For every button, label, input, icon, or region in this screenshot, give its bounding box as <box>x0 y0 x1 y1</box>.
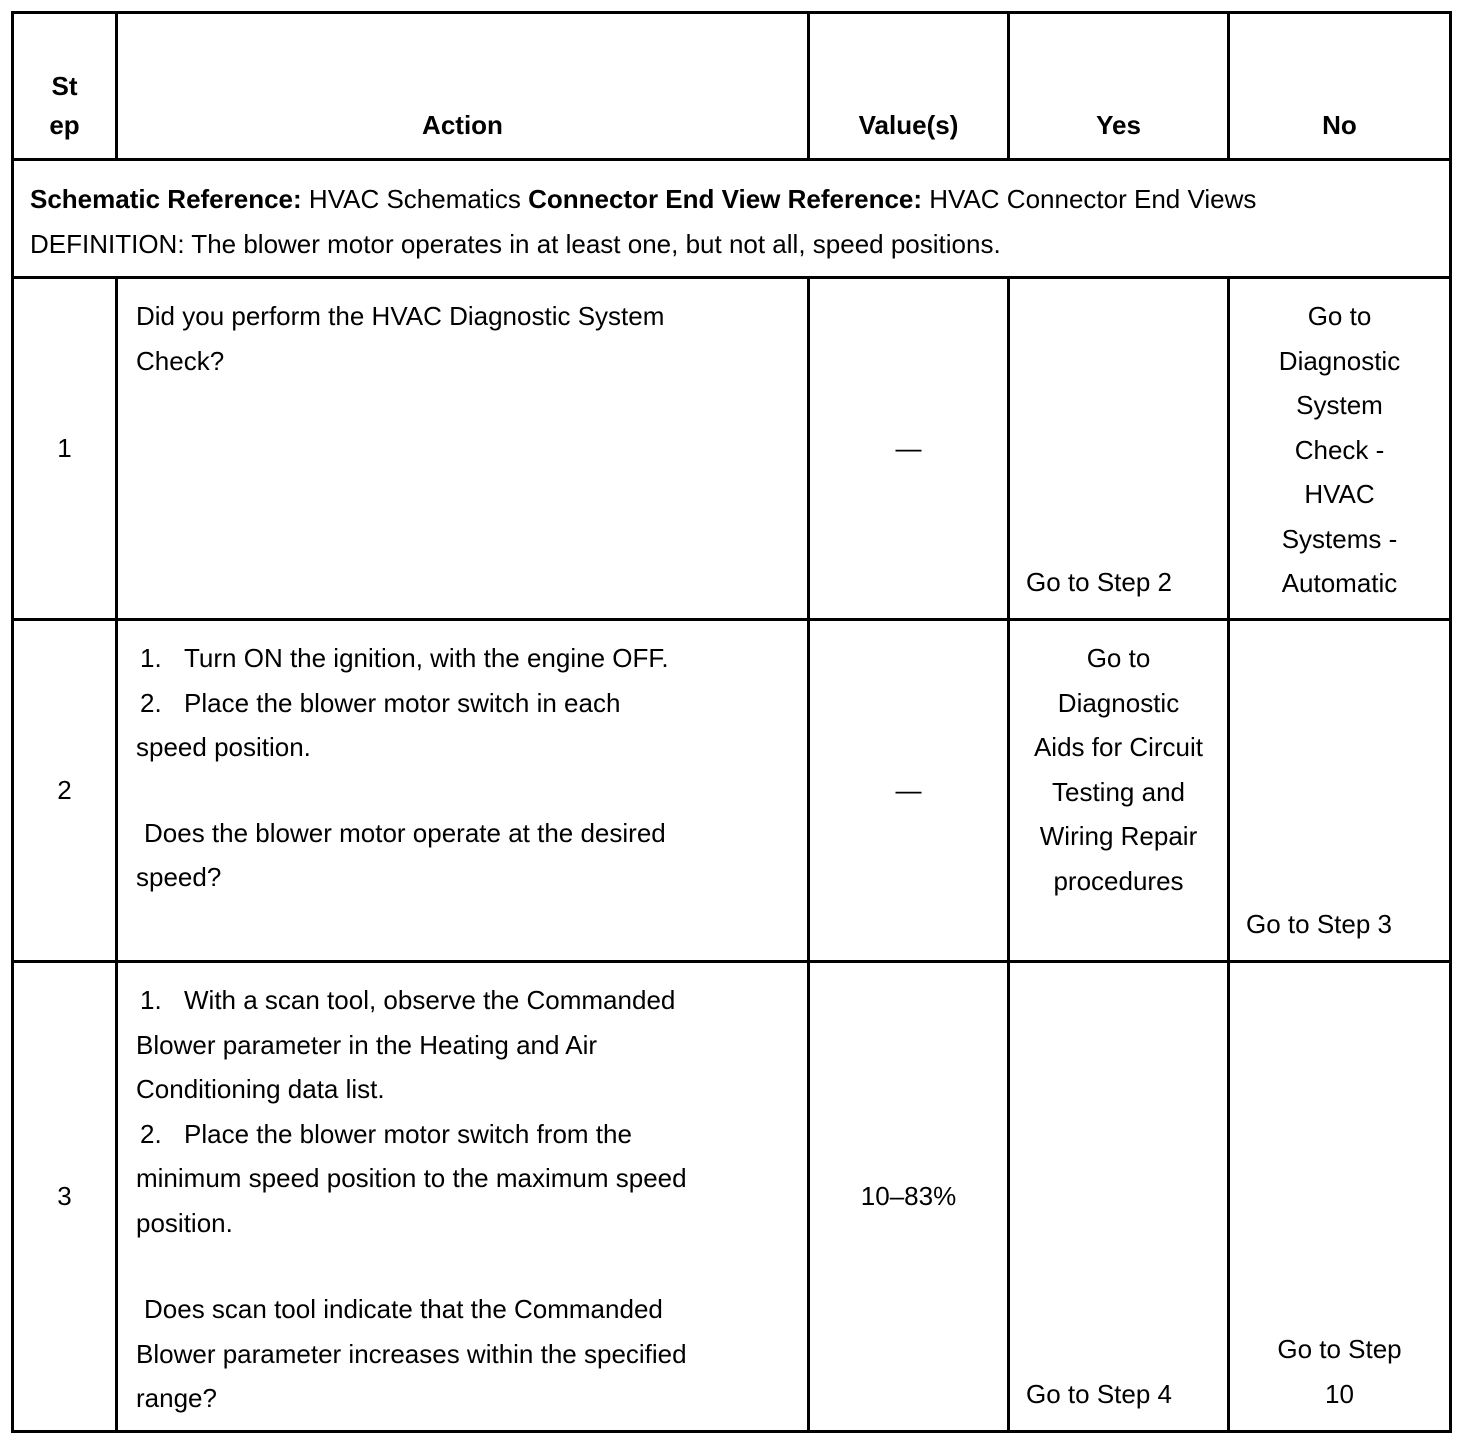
no-link: Go to Step 10 <box>1277 1334 1402 1409</box>
yes-link: Go to Step 4 <box>1026 1378 1172 1409</box>
step-number: 1 <box>13 278 117 620</box>
value-cell: — <box>809 278 1009 620</box>
header-action: Action <box>117 13 809 160</box>
no-cell <box>1229 278 1451 620</box>
yes-cell <box>1009 278 1229 620</box>
header-yes: Yes <box>1009 13 1229 160</box>
action-question-cont: speed? <box>136 862 222 892</box>
reference-row <box>13 160 1451 278</box>
value-cell: 10–83% <box>809 962 1009 1432</box>
yes-link: Go to Step 2 <box>1026 566 1172 597</box>
no-cell <box>1229 620 1451 962</box>
step-number: 3 <box>13 962 117 1432</box>
action-question-cont: Blower parameter increases within the specified <box>136 1338 687 1369</box>
header-step: St ep <box>13 13 117 160</box>
action-question: Does the blower motor operate at the desired <box>144 817 666 848</box>
action-cell <box>117 278 809 620</box>
action-list-item: 2. Place the blower motor switch from the <box>140 1118 632 1149</box>
table-row <box>13 278 1451 620</box>
action-question-cont: range? <box>136 1383 217 1413</box>
no-link: Go to Step 3 <box>1246 908 1392 939</box>
yes-cell <box>1009 620 1229 962</box>
action-list-continuation: position. <box>136 1207 233 1238</box>
header-row <box>13 13 1451 160</box>
reference-line <box>30 177 1433 222</box>
header-values: Value(s) <box>809 13 1009 160</box>
schematic-reference-label: Schematic Reference: <box>30 184 302 214</box>
action-list-continuation: speed position. <box>136 732 311 762</box>
connector-reference-value: HVAC Connector End Views <box>929 184 1257 214</box>
yes-cell <box>1009 962 1229 1432</box>
action-question: Does scan tool indicate that the Commanded <box>144 1294 663 1324</box>
action-list-item: 1. Turn ON the ignition, with the engine OFF. <box>140 643 669 673</box>
connector-reference-label: Connector End View Reference: <box>528 184 923 214</box>
action-cell <box>117 620 809 962</box>
header-no: No <box>1229 13 1451 160</box>
table-row <box>13 620 1451 962</box>
value-cell: — <box>809 620 1009 962</box>
action-list-item: 1. With a scan tool, observe the Commanded <box>140 985 676 1015</box>
no-cell <box>1229 962 1451 1432</box>
no-link: Go to Diagnostic System Check - HVAC Systems - Automatic <box>1278 301 1401 598</box>
action-text: Did you perform the HVAC Diagnostic System Check? <box>136 301 665 376</box>
reference-cell <box>13 160 1451 278</box>
action-list-continuation: Conditioning data list. <box>136 1074 385 1104</box>
action-list-continuation: Blower parameter in the Heating and Air <box>136 1029 598 1060</box>
step-number: 2 <box>13 620 117 962</box>
schematic-reference-value: HVAC Schematics <box>308 184 521 214</box>
table-row <box>13 962 1451 1432</box>
definition-text: DEFINITION: The blower motor operates in at least one, but not all, speed positions. <box>30 228 1001 259</box>
action-cell <box>117 962 809 1432</box>
action-list-continuation: minimum speed position to the maximum speed <box>136 1163 687 1193</box>
yes-link: Go to Diagnostic Aids for Circuit Testing and Wiring Repair procedures <box>1033 643 1204 896</box>
diagnostic-table <box>11 11 1452 1433</box>
action-list-item: 2. Place the blower motor switch in each <box>140 687 621 718</box>
